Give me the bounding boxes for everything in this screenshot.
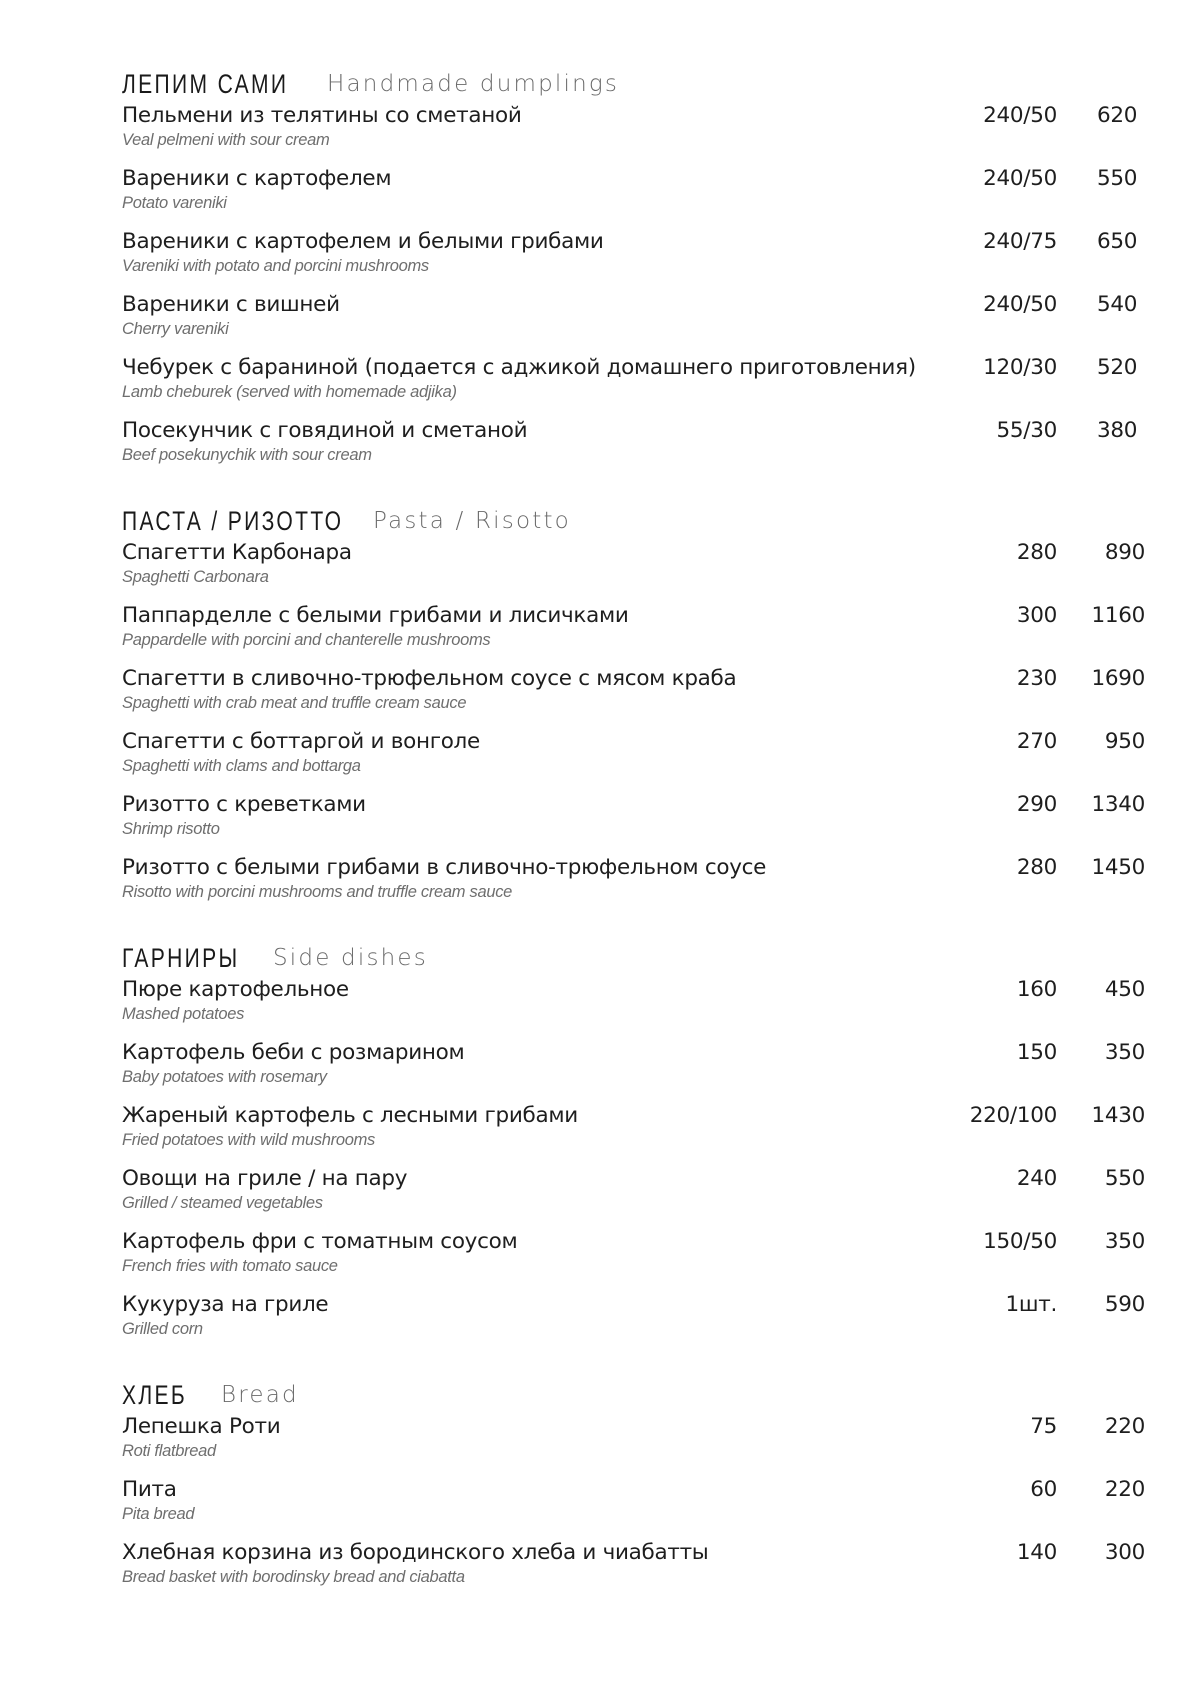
menu-item (122, 666, 1152, 729)
item-translation: Baby potatoes with rosemary (122, 1068, 327, 1086)
menu-item (122, 355, 1152, 418)
item-price: 520 (1097, 355, 1138, 380)
item-translation: Potato vareniki (122, 194, 227, 212)
item-translation: Spaghetti with crab meat and truffle cream sauce (122, 694, 467, 712)
item-name: Спагетти с боттаргой и вонголе (122, 729, 480, 754)
item-price: 650 (1097, 229, 1138, 254)
item-name: Вареники с картофелем и белыми грибами (122, 229, 604, 254)
item-weight: 240/50 (983, 166, 1057, 191)
item-translation: Pappardelle with porcini and chanterelle mushrooms (122, 631, 491, 649)
item-price: 550 (1104, 1166, 1145, 1191)
section-heading (122, 937, 1152, 977)
item-translation: Shrimp risotto (122, 820, 220, 838)
item-translation: Grilled / steamed vegetables (122, 1194, 323, 1212)
item-price: 1690 (1091, 666, 1145, 691)
section-title-en: Pasta / Risotto (373, 508, 571, 534)
item-translation: Cherry vareniki (122, 320, 229, 338)
menu-item (122, 1292, 1152, 1355)
item-name: Картофель беби с розмарином (122, 1040, 465, 1065)
item-translation: Risotto with porcini mushrooms and truffle cream sauce (122, 883, 513, 901)
item-weight: 150/50 (983, 1229, 1057, 1254)
menu-item (122, 103, 1152, 166)
item-name: Картофель фри с томатным соусом (122, 1229, 518, 1254)
item-translation: Mashed potatoes (122, 1005, 245, 1023)
item-name: Чебурек с бараниной (подается с аджикой домашнего приготовления) (122, 355, 916, 380)
section-heading (122, 63, 1152, 103)
item-weight: 55/30 (996, 418, 1057, 443)
item-weight: 230 (1016, 666, 1057, 691)
item-price: 350 (1104, 1040, 1145, 1065)
item-translation: Bread basket with borodinsky bread and ciabatta (122, 1568, 465, 1586)
item-price: 220 (1104, 1477, 1145, 1502)
section-title-ru: ГАРНИРЫ (122, 943, 240, 973)
menu-item (122, 1103, 1152, 1166)
item-translation: Veal pelmeni with sour cream (122, 131, 330, 149)
item-price: 450 (1104, 977, 1145, 1002)
section-title-en: Bread (221, 1382, 299, 1408)
section-title-en: Side dishes (273, 945, 428, 971)
item-name: Пита (122, 1477, 177, 1502)
menu-item (122, 977, 1152, 1040)
item-price: 220 (1104, 1414, 1145, 1439)
item-price: 1340 (1091, 792, 1145, 817)
item-name: Ризотто с белыми грибами в сливочно-трюфельном соусе (122, 855, 767, 880)
item-price: 1430 (1091, 1103, 1145, 1128)
menu-item (122, 1040, 1152, 1103)
item-translation: Lamb cheburek (served with homemade adjika) (122, 383, 457, 401)
item-name: Паппарделле с белыми грибами и лисичками (122, 603, 629, 628)
item-name: Ризотто с креветками (122, 792, 366, 817)
menu-item (122, 229, 1152, 292)
item-price: 620 (1097, 103, 1138, 128)
menu-item (122, 729, 1152, 792)
section-title-ru: ПАСТА / РИЗОТТО (122, 506, 344, 536)
item-translation: Spaghetti Carbonara (122, 568, 269, 586)
item-weight: 75 (1030, 1414, 1057, 1439)
menu-item (122, 1166, 1152, 1229)
menu-item (122, 1540, 1152, 1603)
section-title-en: Handmade dumplings (327, 71, 620, 97)
menu-item (122, 1477, 1152, 1540)
menu-section-dumplings (122, 63, 1152, 481)
item-weight: 280 (1016, 540, 1057, 565)
section-title-ru: ХЛЕБ (122, 1380, 188, 1410)
menu-section-side-dishes (122, 937, 1152, 1355)
item-weight: 160 (1016, 977, 1057, 1002)
item-translation: Grilled corn (122, 1320, 203, 1338)
menu-item (122, 1229, 1152, 1292)
item-name: Овощи на гриле / на пару (122, 1166, 408, 1191)
item-weight: 220/100 (969, 1103, 1057, 1128)
item-translation: Fried potatoes with wild mushrooms (122, 1131, 375, 1149)
item-weight: 240/75 (983, 229, 1057, 254)
item-name: Спагетти в сливочно-трюфельном соусе с мясом краба (122, 666, 737, 691)
item-name: Пюре картофельное (122, 977, 349, 1002)
item-translation: Roti flatbread (122, 1442, 216, 1460)
menu-item (122, 1414, 1152, 1477)
item-translation: French fries with tomato sauce (122, 1257, 338, 1275)
item-price: 890 (1104, 540, 1145, 565)
menu-item (122, 792, 1152, 855)
section-title-ru: ЛЕПИМ САМИ (122, 69, 289, 99)
item-price: 950 (1104, 729, 1145, 754)
item-name: Кукуруза на гриле (122, 1292, 329, 1317)
item-weight: 240/50 (983, 292, 1057, 317)
item-price: 550 (1097, 166, 1138, 191)
item-weight: 140 (1016, 1540, 1057, 1565)
item-weight: 240/50 (983, 103, 1057, 128)
item-weight: 290 (1016, 792, 1057, 817)
item-price: 1160 (1091, 603, 1145, 628)
section-heading (122, 500, 1152, 540)
item-price: 590 (1104, 1292, 1145, 1317)
item-weight: 240 (1016, 1166, 1057, 1191)
item-name: Пельмени из телятины со сметаной (122, 103, 522, 128)
item-weight: 120/30 (983, 355, 1057, 380)
menu-item (122, 292, 1152, 355)
item-name: Спагетти Карбонара (122, 540, 352, 565)
item-weight: 1шт. (1005, 1292, 1057, 1317)
menu-item (122, 603, 1152, 666)
item-name: Лепешка Роти (122, 1414, 281, 1439)
item-translation: Pita bread (122, 1505, 195, 1523)
section-heading (122, 1374, 1152, 1414)
item-price: 1450 (1091, 855, 1145, 880)
item-weight: 60 (1030, 1477, 1057, 1502)
item-name: Посекунчик с говядиной и сметаной (122, 418, 528, 443)
item-price: 350 (1104, 1229, 1145, 1254)
menu-item (122, 166, 1152, 229)
item-name: Вареники с картофелем (122, 166, 392, 191)
item-translation: Vareniki with potato and porcini mushrooms (122, 257, 429, 275)
item-weight: 280 (1016, 855, 1057, 880)
menu-section-bread (122, 1374, 1152, 1603)
item-translation: Beef posekunychik with sour cream (122, 446, 372, 464)
item-price: 300 (1104, 1540, 1145, 1565)
menu-item (122, 540, 1152, 603)
menu-item (122, 855, 1152, 918)
item-weight: 300 (1016, 603, 1057, 628)
item-price: 380 (1097, 418, 1138, 443)
menu-item (122, 418, 1152, 481)
menu-section-pasta-risotto (122, 500, 1152, 918)
item-weight: 270 (1016, 729, 1057, 754)
item-weight: 150 (1016, 1040, 1057, 1065)
item-translation: Spaghetti with clams and bottarga (122, 757, 361, 775)
item-name: Вареники с вишней (122, 292, 340, 317)
item-name: Жареный картофель с лесными грибами (122, 1103, 578, 1128)
item-price: 540 (1097, 292, 1138, 317)
item-name: Хлебная корзина из бородинского хлеба и чиабатты (122, 1540, 709, 1565)
